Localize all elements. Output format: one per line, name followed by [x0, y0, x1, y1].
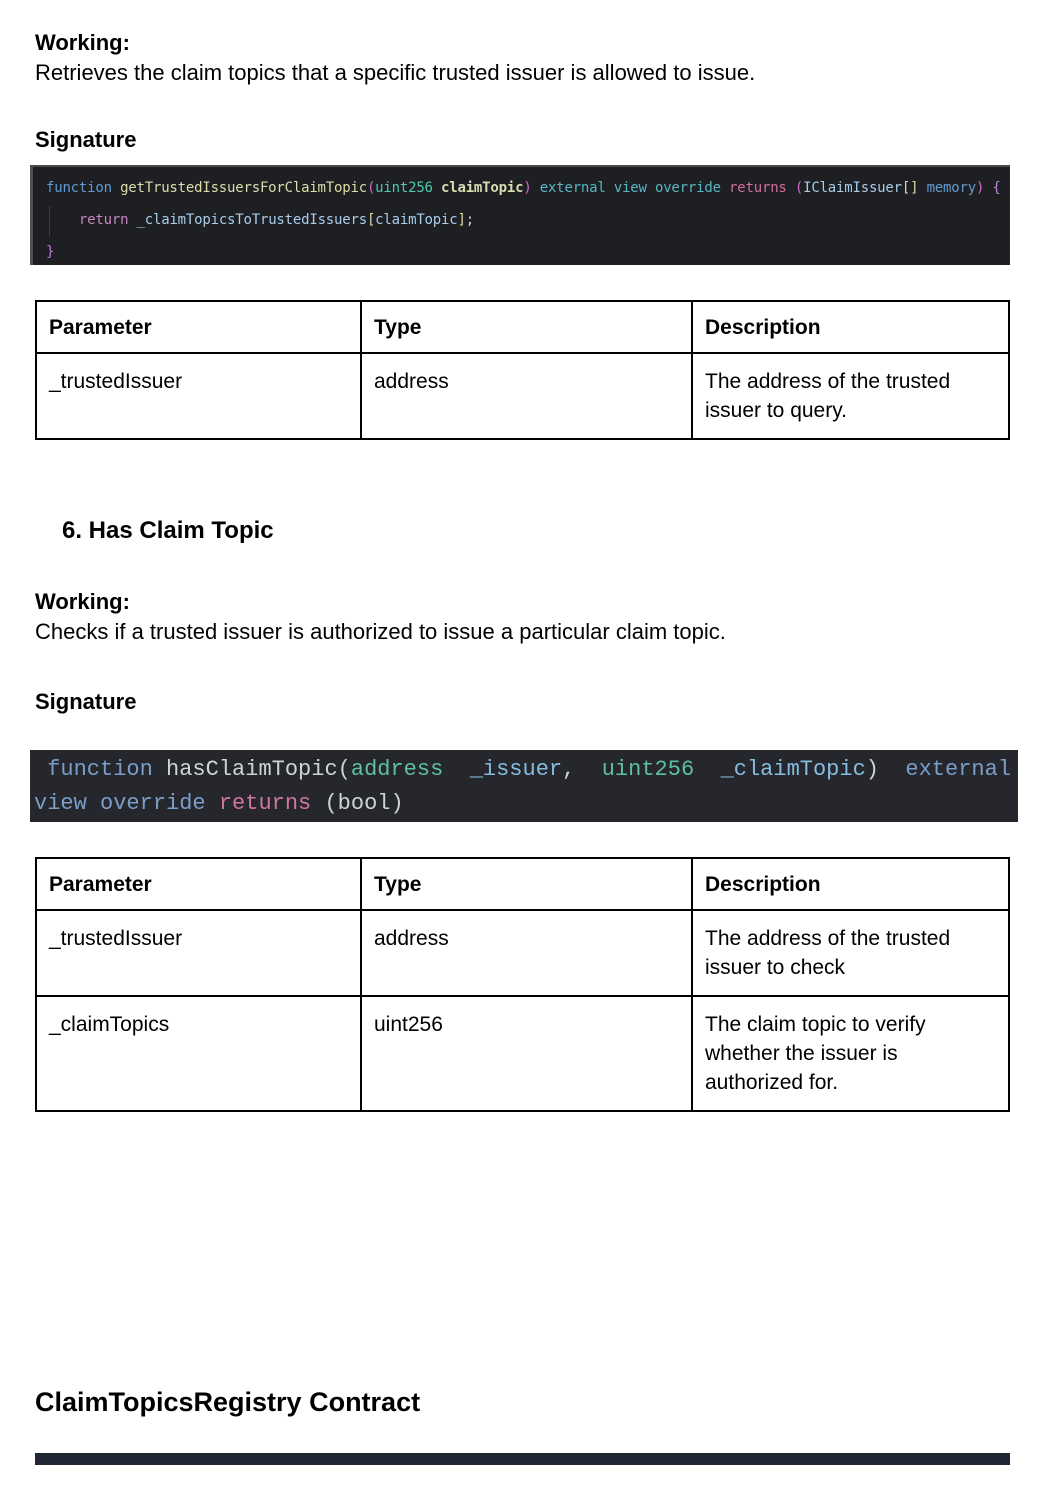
- section-heading-has-claim-topic: 6. Has Claim Topic: [62, 517, 274, 544]
- table-cell: The claim topic to verify whether the issuer is authorized for.: [692, 996, 1009, 1111]
- code-token: function: [34, 757, 153, 782]
- code-token: [46, 212, 79, 228]
- code-token: (: [337, 757, 351, 782]
- table-row: [36, 910, 1009, 996]
- code-token: ]: [457, 212, 466, 228]
- column-header: Parameter: [36, 301, 361, 353]
- code-token: [128, 212, 136, 228]
- code-token: {: [984, 180, 1001, 196]
- code-token: [787, 180, 795, 196]
- code-token: memory: [918, 180, 976, 196]
- code-token: [153, 757, 166, 782]
- code-token: [311, 791, 324, 816]
- table-header-row: [36, 858, 1009, 910]
- code-line: [34, 753, 1018, 787]
- indent-guide: [49, 206, 50, 236]
- code-token: ): [523, 180, 532, 196]
- table-cell: _trustedIssuer: [36, 353, 361, 439]
- code-token: getTrustedIssuersForClaimTopic: [120, 180, 367, 196]
- table-row: [36, 353, 1009, 439]
- parameters-table-1: [35, 300, 1010, 440]
- code-token: view override: [34, 791, 219, 816]
- table-header-row: [36, 301, 1009, 353]
- code-token: ;: [465, 212, 474, 228]
- contract-title-heading: ClaimTopicsRegistry Contract: [35, 1387, 421, 1417]
- code-line: [46, 204, 1010, 236]
- code-token: (: [366, 180, 376, 196]
- code-token: [: [366, 212, 376, 228]
- code-token: (bool): [324, 791, 404, 816]
- code-token: IClaimIssuer: [803, 180, 902, 196]
- code-token: uint256: [375, 180, 442, 196]
- column-header: Description: [692, 858, 1009, 910]
- column-header: Description: [692, 301, 1009, 353]
- code-line: [46, 172, 1010, 204]
- code-token: ,: [562, 757, 576, 782]
- table-cell: The address of the trusted issuer to query.: [692, 353, 1009, 439]
- code-token: external: [905, 757, 1012, 782]
- table-cell: _trustedIssuer: [36, 910, 361, 996]
- code-token: uint256: [601, 757, 695, 782]
- code-token: hasClaimTopic: [166, 757, 338, 782]
- code-token: returns: [218, 791, 312, 816]
- code-line: [46, 236, 1010, 268]
- cut-off-code-block-edge: [35, 1453, 1010, 1465]
- column-header: Parameter: [36, 858, 361, 910]
- parameters-table-2: [35, 857, 1010, 1112]
- code-token: claimTopic: [441, 180, 524, 196]
- column-header: Type: [361, 858, 692, 910]
- code-token: address: [350, 757, 444, 782]
- code-token: claimTopic: [375, 212, 458, 228]
- working-heading-1: Working:: [35, 30, 130, 55]
- code-token: external view override: [531, 180, 730, 196]
- code-token: [879, 757, 905, 782]
- code-token: returns: [729, 180, 787, 196]
- page-content: [0, 28, 1048, 1465]
- code-block-has-claim-topic: [30, 750, 1018, 822]
- code-token: _claimTopic: [720, 757, 866, 782]
- working-text-1: Retrieves the claim topics that a specific trusted issuer is allowed to issue.: [35, 60, 756, 85]
- table-cell: uint256: [361, 996, 692, 1111]
- table-row: [36, 996, 1009, 1111]
- code-token: _claimTopicsToTrustedIssuers: [136, 212, 367, 228]
- code-line: [34, 787, 1018, 821]
- signature-heading-2: Signature: [35, 689, 137, 714]
- table-cell: The address of the trusted issuer to check: [692, 910, 1009, 996]
- column-header: Type: [361, 301, 692, 353]
- code-token: []: [901, 180, 919, 196]
- code-token: _issuer: [469, 757, 563, 782]
- code-block-get-trusted-issuers: [30, 165, 1010, 265]
- code-token: ): [865, 757, 879, 782]
- working-text-2: Checks if a trusted issuer is authorized to issue a particular claim topic.: [35, 619, 726, 644]
- code-token: (: [794, 180, 804, 196]
- code-token: return: [78, 212, 129, 228]
- signature-heading-1: Signature: [35, 127, 137, 152]
- table-cell: address: [361, 910, 692, 996]
- code-token: [443, 757, 469, 782]
- table-cell: _claimTopics: [36, 996, 361, 1111]
- table-cell: address: [361, 353, 692, 439]
- code-token: [694, 757, 720, 782]
- code-token: ): [975, 180, 985, 196]
- code-token: [575, 757, 601, 782]
- working-heading-2: Working:: [35, 589, 130, 614]
- code-token: }: [46, 244, 55, 260]
- code-token: function: [46, 180, 121, 196]
